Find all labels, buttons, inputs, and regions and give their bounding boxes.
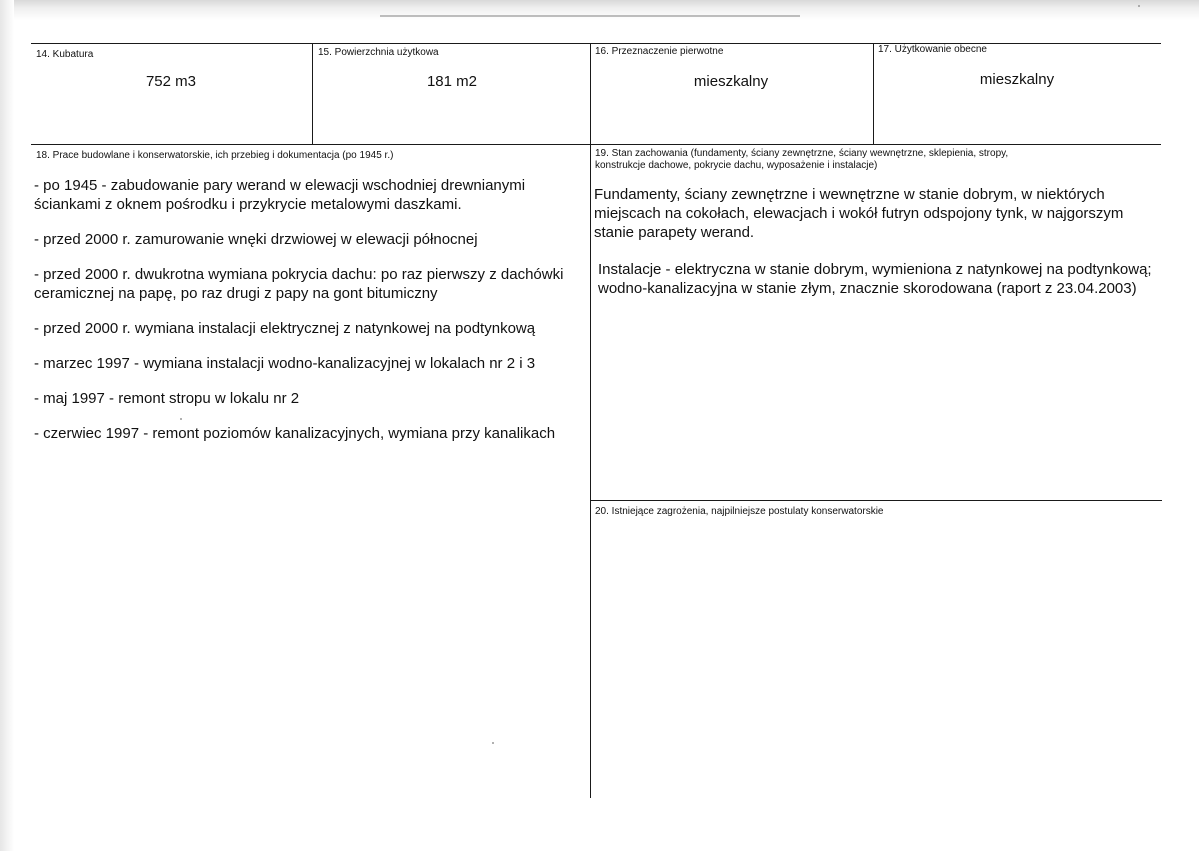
scan-edge-left	[0, 0, 14, 851]
scan-speck	[1138, 5, 1140, 7]
section-19-body	[594, 185, 1154, 298]
section-19-paragraph: Instalacje - elektryczna w stanie dobrym, wymieniona z natynkowej na podtynkową; wodno-kanalizacyjna w stanie złym, znacznie skorodowana (raport z 23.04.2003)	[598, 261, 1152, 297]
field-16-label: 16. Przeznaczenie pierwotne	[595, 46, 724, 57]
section-18-entry: - czerwiec 1997 - remont poziomów kanalizacyjnych, wymiana przy kanalikach	[34, 425, 556, 442]
section-19-paragraph: Fundamenty, ściany zewnętrzne i wewnętrzne w stanie dobrym, w niektórych miejscach na cokołach, elewacjach i wokół futryn odspojony tynk, w najgorszym stanie parapety werand.	[594, 186, 1124, 241]
rule-col-14-15	[312, 43, 313, 144]
rule-section19-bottom	[590, 500, 1162, 501]
section-18-entry: - marzec 1997 - wymiana instalacji wodno-kanalizacyjnej w lokalach nr 2 i 3	[34, 355, 536, 372]
section-18-entry: - przed 2000 r. dwukrotna wymiana pokrycia dachu: po raz pierwszy z dachówki ceramicznej na papę, po raz drugi z papy na gont bitumiczny	[34, 266, 564, 302]
field-16-value: mieszkalny	[693, 73, 769, 90]
field-15-label: 15. Powierzchnia użytkowa	[318, 47, 439, 58]
field-17-value: mieszkalny	[979, 71, 1055, 88]
field-17-label: 17. Użytkowanie obecne	[878, 44, 987, 55]
rule-top	[31, 43, 1161, 44]
rule-col-center	[590, 43, 591, 798]
section-20-label: 20. Istniejące zagrożenia, najpilniejsze postulaty konserwatorskie	[595, 506, 884, 517]
scan-edge-top	[0, 0, 1199, 20]
rule-col-16-17	[873, 43, 874, 144]
section-18-entry: - przed 2000 r. zamurowanie wnęki drzwiowej w elewacji północnej	[34, 231, 478, 248]
rule-row1-bottom	[31, 144, 1161, 145]
scan-speck	[492, 742, 494, 744]
section-18-entry: - po 1945 - zabudowanie pary werand w elewacji wschodniej drewnianymi ściankami z oknem pośrodku i przykrycie metalowymi daszkami.	[34, 177, 526, 213]
section-18-body	[34, 176, 586, 459]
field-14-value: 752 m3	[145, 73, 197, 90]
section-18-label: 18. Prace budowlane i konserwatorskie, ich przebieg i dokumentacja (po 1945 r.)	[36, 150, 394, 161]
field-15-value: 181 m2	[426, 73, 478, 90]
scan-speck	[180, 418, 182, 420]
section-19-label-line1: 19. Stan zachowania (fundamenty, ściany zewnętrzne, ściany wewnętrzne, sklepienia, stropy,	[595, 148, 1009, 159]
field-14-label: 14. Kubatura	[36, 49, 94, 60]
section-18-entry: - przed 2000 r. wymiana instalacji elektrycznej z natynkowej na podtynkową	[34, 320, 536, 337]
section-19-label-line2: konstrukcje dachowe, pokrycie dachu, wyposażenie i instalacje)	[595, 160, 878, 171]
section-18-entry: - maj 1997 - remont stropu w lokalu nr 2	[34, 390, 300, 407]
scan-streak	[380, 15, 800, 17]
